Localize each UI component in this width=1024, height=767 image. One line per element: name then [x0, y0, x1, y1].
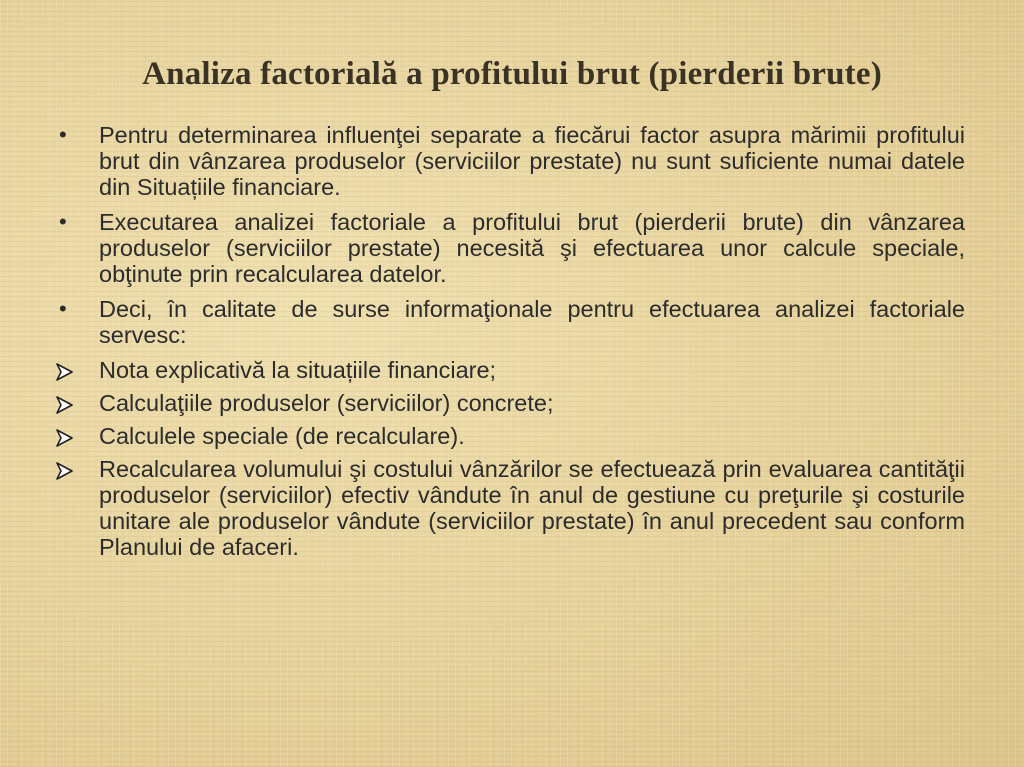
slide-title: Analiza factorială a profitului brut (pierderii brute) [142, 56, 882, 92]
list-item [55, 209, 965, 287]
list-item [55, 357, 965, 383]
list-item-text: Recalcularea volumului şi costului vânzărilor se efectuează prin evaluarea cantităţii produselor (serviciilor) efectiv vândute în anul de gestiune cu preţurile şi costurile unitare ale produselor vândute (serviciilor prestate) în anul precedent sau conform Planului de afaceri. [99, 456, 965, 560]
list-item-text: Deci, în calitate de surse informaţionale pentru efectuarea analizei factoriale servesc: [99, 296, 965, 348]
arrow-bullet-icon [55, 393, 85, 419]
content-list [55, 122, 965, 569]
list-item [55, 122, 965, 200]
bullet-icon: • [59, 296, 67, 321]
list-item-text: Nota explicativă la situațiile financiare; [99, 357, 497, 383]
bullet-icon: • [59, 122, 67, 147]
list-item-text: Executarea analizei factoriale a profitului brut (pierderii brute) din vânzarea produselor (serviciilor prestate) necesită şi efectuarea unor calcule speciale, obţinute prin recalcularea datelor. [99, 209, 965, 287]
arrow-bullet-icon [55, 426, 85, 452]
list-item [55, 296, 965, 348]
list-item-text: Pentru determinarea influenţei separate a fiecărui factor asupra mărimii profitului brut din vânzarea produselor (serviciilor prestate) nu sunt suficiente numai datele din Situațiile financiare. [99, 122, 965, 200]
list-item [55, 456, 965, 560]
bullet-icon: • [59, 209, 67, 234]
arrow-bullet-icon [55, 459, 85, 485]
list-item-text: Calculele speciale (de recalculare). [99, 423, 465, 449]
list-item [55, 390, 965, 416]
list-item [55, 423, 965, 449]
arrow-bullet-icon [55, 360, 85, 386]
list-item-text: Calculaţiile produselor (serviciilor) concrete; [99, 390, 554, 416]
